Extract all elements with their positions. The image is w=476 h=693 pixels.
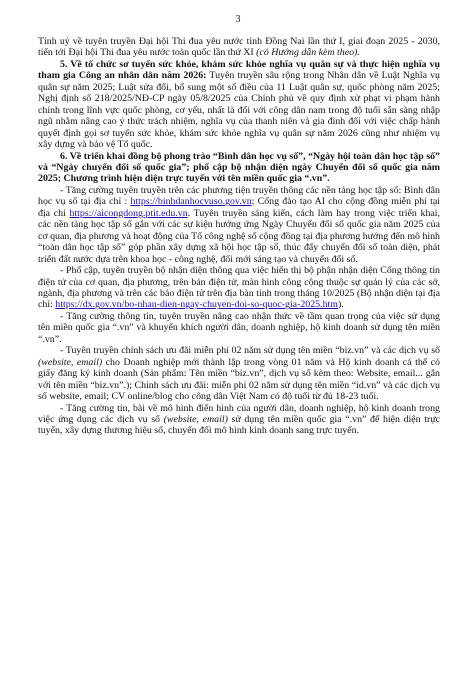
binhdanhocvuso-link[interactable]: https://binhdanhocvuso.gov.vn <box>130 196 252 208</box>
bullet-identity-kit <box>38 265 440 311</box>
bullet-1-text-c: . Tuyên truyền sáng kiến, cách làm hay trong việc triển khai, các nền tảng học tập số gắn với các sự kiện hưởng ứng Ngày Chuyển đổi số quốc gia năm 2025 của cơ quan, địa phương và hoạt động của Tổ công nghệ số cộng đồng tại địa phương hướng đến mô hình “toàn dân học tập số” góp phần xây dựng xã hội học tập số, thúc đẩy chuyển đổi số toàn diện, phát triển đất nước dựa trên khoa học - công nghệ, đổi mới sáng tạo và chuyển đổi số. <box>38 207 440 265</box>
bullet-2-text-b: ). <box>337 299 344 311</box>
section-5-paragraph <box>38 59 440 151</box>
bullet-2-text-a: - Phổ cập, tuyên truyền bộ nhận diện thông qua việc hiển thị bộ phận nhận diện Cổng thông tin điện tử của cơ quan, địa phương, trên bản điện tử, màn hình công cộng thuộc sự quản lý của các sở, ngành, địa phương và trên các báo điện tử trên địa bàn tỉnh trong tháng 10/2025 (Bộ nhận diện tại địa chỉ: <box>38 265 440 311</box>
bullet-5-italic: (website, email) <box>163 413 228 425</box>
section-5-heading: 5. Về tổ chức sơ tuyển sức khỏe, khám sức khỏe nghĩa vụ quân sự và thực hiện nghĩa vụ tham gia Công an nhân dân năm 2026: <box>38 58 440 82</box>
intro-paragraph <box>38 36 440 59</box>
bullet-model-stories <box>38 403 440 437</box>
page-content <box>38 36 440 437</box>
bullet-4-text-a: - Tuyên truyền chính sách ưu đãi miễn phí 02 năm sử dụng tên miền “biz.vn” và các dịch vụ số <box>60 345 440 357</box>
bullet-domain-policy <box>38 345 440 402</box>
bullet-4-italic: (website, email) <box>38 356 103 368</box>
bullet-5-text-a: - Tăng cường tin, bài về mô hình điển hình của người dân, doanh nghiệp, hộ kinh doanh trong việc ứng dụng các dịch vụ số <box>38 402 440 425</box>
bullet-1-text-b: ; Cổng đào tạo AI cho cộng đồng miễn phí tại địa chỉ <box>38 196 441 219</box>
bullet-learning-platforms <box>38 185 440 265</box>
bullet-5-text-b: sử dụng tên miền quốc gia “.vn” để hiện diện trực tuyến, xây dựng thương hiệu số, chuyển đổi mô hình kinh doanh sang trực tuyến. <box>38 413 441 437</box>
identity-kit-link[interactable]: https://dx.gov.vn/bo-nhan-dien-ngay-chuyen-doi-so-quoc-gia-2025.htm <box>55 299 338 311</box>
bullet-1-text-a: - Tăng cường tuyên truyền trên các phương tiện truyền thông các nền tảng học tập số: Bình dân học vụ số tại địa chỉ : <box>38 184 440 208</box>
section-6-heading: 6. Về triển khai đồng bộ phong trào “Bình dân học vụ số”, “Ngày hội toàn dân học tập số” và “Ngày chuyển đổi số quốc gia”; phổ cập bộ nhận diện ngày Chuyển đổi số quốc gia năm 2025; Chương trình hiện diện trực tuyến với tên miền quốc gia “.vn”. <box>38 150 440 185</box>
aicongdong-link[interactable]: https://aicongdong.ptit.edu.vn <box>69 207 188 219</box>
bullet-vn-domain-awareness: - Tăng cường thông tin, tuyên truyền nâng cao nhận thức về tầm quan trọng của việc sử dụng tên miền quốc gia “.vn” và khuyến khích người dân, doanh nghiệp, hộ kinh doanh sử dụng tên miền “.vn”. <box>38 310 440 345</box>
page-number: 3 <box>235 14 241 25</box>
bullet-4-text-b: cho Doanh nghiệp mới thành lập trong vòng 01 năm và Hộ kinh doanh cá thể có giấy đăng ký kinh doanh (Sản phẩm: Tên miền “biz.vn”, dịch vụ số kèm theo: Website, email... gắn với tên miền “biz.vn”.); Chính sách ưu đãi: miễn phí 02 năm sử dụng tên miền “id.vn” và các dịch vụ số website, email; CV online/blog cho công dân Việt Nam có độ tuổi từ đủ 18-23 tuổi. <box>38 356 440 403</box>
section-5-body: Tuyên truyền sâu rộng trong Nhân dân về Luật Nghĩa vụ quân sự năm 2025; Luật sửa đổi, bổ sung một số điều của 11 Luật quân sự, quốc phòng năm 2025; Nghị định số 218/2025/NĐ-CP ngày 05/8/2025 của Chính phủ về quy định xử phạt vi phạm hành chính trong lĩnh vực quốc phòng, cơ yếu, nhất là đối với công dân nam trong độ tuổi sẵn sàng nhập ngũ nhằm nâng cao ý thức trách nhiệm, nghĩa vụ của thanh niên và gia đình đối với việc chấp hành quyết định gọi sơ tuyển sức khỏe, khám sức khỏe nghĩa vụ quân sự năm 2026 cũng như nhiệm vụ xây dựng và bảo vệ Tổ quốc. <box>38 70 440 151</box>
intro-note: (có Hướng dẫn kèm theo). <box>256 47 360 59</box>
intro-text: Tỉnh uỷ về tuyên truyền Đại hội Thi đua yêu nước tỉnh Đồng Nai lần thứ I, giai đoạn 2025 - 2030, tiến tới Đại hội Thi đua yêu nước toàn quốc lần thứ XI <box>38 36 440 59</box>
